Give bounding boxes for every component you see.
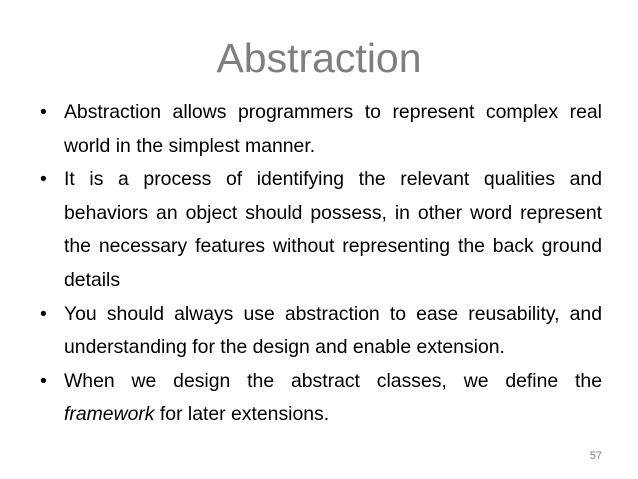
bullet-item xyxy=(40,298,602,365)
page-number: 57 xyxy=(589,450,602,462)
bullet-list xyxy=(40,96,602,432)
bullet-icon: • xyxy=(40,302,47,325)
slide-title: Abstraction xyxy=(216,35,422,81)
bullet-item xyxy=(40,96,602,163)
bullet-text: Abstraction allows programmers to represent complex real world in the simplest manner. xyxy=(64,101,602,157)
bullet-item xyxy=(40,365,602,432)
bullet-icon: • xyxy=(40,369,47,392)
bullet-icon: • xyxy=(40,101,47,123)
bullet-text-before: When we design the abstract classes, we define the xyxy=(64,369,602,392)
bullet-item xyxy=(40,163,602,297)
bullet-text: It is a process of identifying the relevant qualities and behaviors an object should possess, in other word represent the necessary features without representing the back ground details xyxy=(64,168,602,291)
bullet-icon: • xyxy=(40,168,47,191)
bullet-text: You should always use abstraction to ease reusability, and understanding for the design and enable extension. xyxy=(64,302,602,359)
emphasized-term: framework xyxy=(64,403,155,426)
bullet-text-after: for later extensions. xyxy=(154,403,330,426)
